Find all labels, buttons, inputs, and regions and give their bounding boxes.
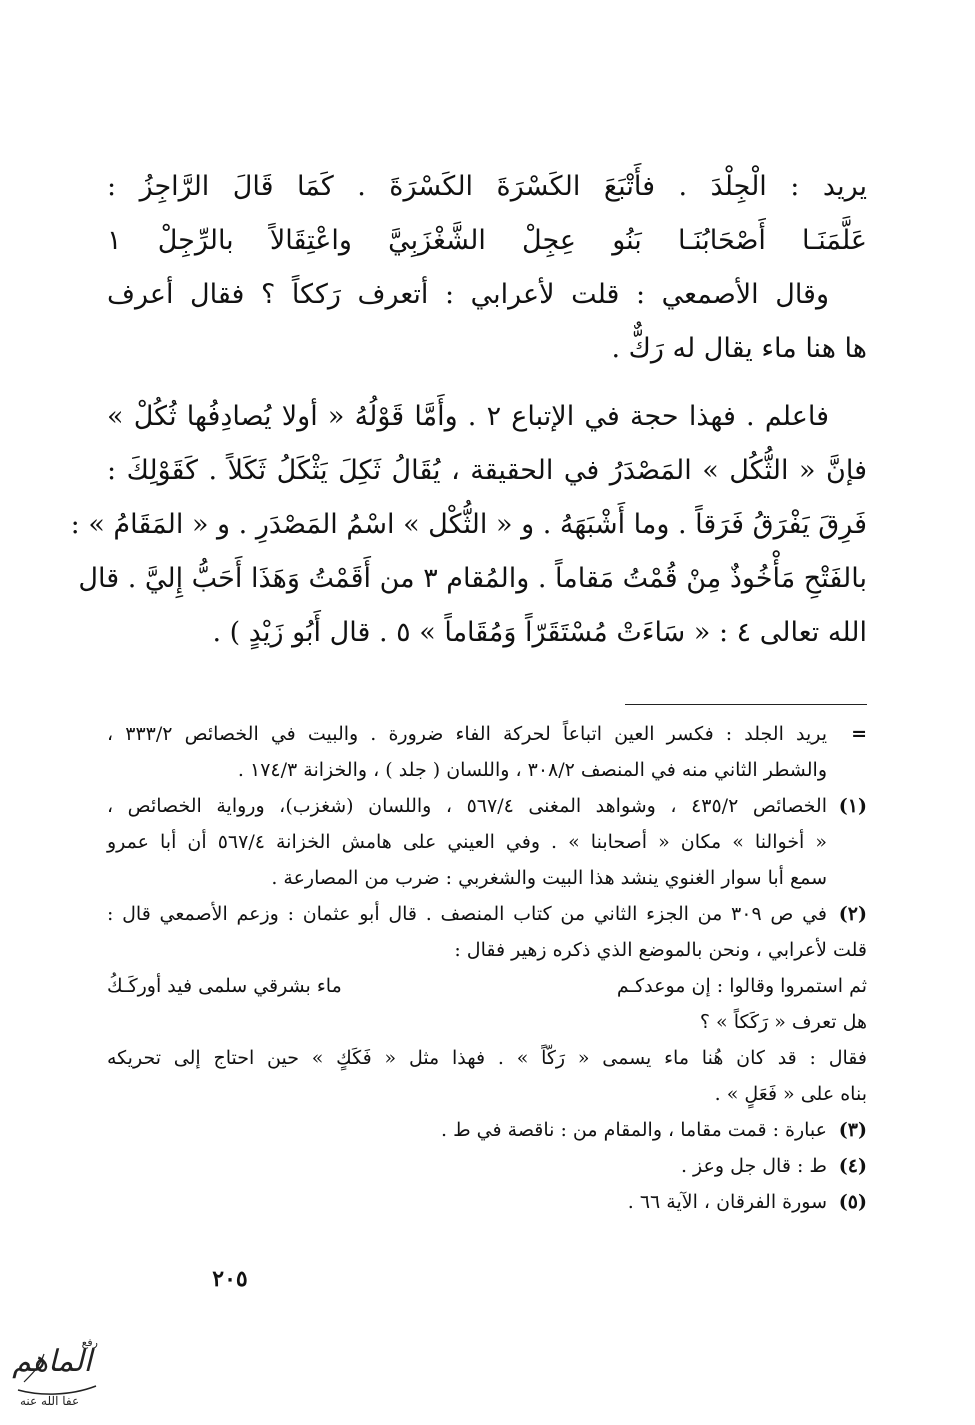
- footnote-4-text: ط : قال جل وعز .: [680, 1155, 827, 1177]
- footnote-5: [107, 1184, 867, 1220]
- footnote-2-verse-first-half: ثم استمروا وقالوا : إن موعدكـم: [616, 975, 867, 997]
- footnote-separator: [625, 704, 867, 705]
- footnote-2-line-5: فقال : قد كان هُنا ماء يسمى « رَكّاً » . فهذا مثل « فَكَكٍ » حين احتاج إلى تحريكه: [107, 1047, 867, 1069]
- stamp-main-word: الماهم: [12, 1344, 92, 1379]
- footnote-2: [107, 896, 867, 932]
- uploader-stamp: [10, 1336, 100, 1416]
- footnote-1-line-2: « أخوالنا » مكان « أصحابنا » . وفي العيني على هامش الخزانة ٥٦٧/٤ أن أبا عمرو: [107, 831, 828, 853]
- footnote-1: [107, 788, 867, 824]
- page-number: ٢٠٥: [212, 1266, 248, 1292]
- main-line-8: بالفَتْحِ مَأْخُوذٌ مِنْ قُمْتُ مَقاماً . والمُقام ٣ من أَقَمْتُ وَهَذَا أَحَبُّ إِليَّ . قال: [78, 563, 867, 594]
- footnote-3-text: عبارة : قمت مقاما ، والمقام من : ناقصة في ط .: [440, 1119, 827, 1141]
- stamp-small-word: رفع: [81, 1336, 98, 1349]
- footnote-1-line-3: سمع أبا سوار الغنوي ينشد هذا البيت والشغربي : ضرب من المصارعة .: [271, 867, 827, 889]
- footnote-2-line-4: هل تعرف « رَكَكاً » ؟: [699, 1011, 867, 1033]
- footnote-continuation: [107, 716, 867, 752]
- verse-line: عَلَّمَنَـا أَصْحَابُنَـا بَنُو عِجِلْ الشَّغْزَبِيَّ واعْتِقَالاً بالرِّجِلْ ١: [107, 225, 867, 256]
- footnote-2-line-2: قلت لأعرابي ، ونحن بالموضع الذي ذكره زهير فقال :: [454, 939, 867, 961]
- main-line-7: فَرِقَ يَفْرَقُ فَرَقاً . وما أَشْبَهَهُ . و « الثُّكْل » اسْمُ المَصْدَرِ . و « المَقَامُ » :: [70, 509, 867, 540]
- footnote-2-line-6: بناه على « فَعَلٍ » .: [714, 1083, 867, 1105]
- footnote-continuation-line-1: يريد الجلد : فكسر العين اتباعاً لحركة الفاء ضرورة . والبيت في الخصائص ٣٣٣/٢ ،: [107, 723, 828, 745]
- main-line-9: الله تعالى ٤ : « سَاءَتْ مُسْتَقَرّاً وَمُقَاماً » ٥ . قال أَبُو زَيْدٍ ) .: [212, 617, 867, 648]
- main-line-1: يريد : الْجِلْدَ . فأَتْبَعَ الكَسْرَةَ الكَسْرَةَ . كَمَا قَالَ الرَّاجِزُ :: [107, 171, 867, 202]
- footnotes-block: [107, 716, 867, 1220]
- footnote-3: [107, 1112, 867, 1148]
- footnote-3-label: (٣): [838, 1119, 867, 1141]
- footnote-marker-equals: =: [851, 723, 867, 745]
- main-line-4: ها هنا ماء يقال له رَكٌّ .: [611, 333, 867, 364]
- paragraph-gap: [107, 376, 867, 390]
- footnote-1-line-1: الخصائص ٤٣٥/٢ ، وشواهد المغنى ٥٦٧/٤ ، واللسان (شغزب)، ورواية الخصائص ،: [107, 795, 827, 817]
- footnote-continuation-line-2: والشطر الثاني منه في المنصف ٣٠٨/٢ ، واللسان ( جلد ) ، والخزانة ١٧٤/٣ .: [237, 759, 827, 781]
- stamp-caption: عفا الله عنه: [20, 1394, 80, 1408]
- footnote-5-label: (٥): [838, 1191, 867, 1213]
- footnote-2-line-1: في ص ٣٠٩ من الجزء الثاني من كتاب المنصف . قال أبو عثمان : وزعم الأصمعي قال :: [107, 903, 828, 925]
- main-text-block: [70, 160, 867, 660]
- footnote-2-verse-second-half: ماء بشرقي سلمى فيد أوركَـكُ: [107, 975, 342, 997]
- footnote-1-label: (١): [838, 795, 867, 817]
- main-line-3: وقال الأصمعي : قلت لأعرابي : أتعرف رَككاً ؟ فقال أعرف: [107, 279, 829, 310]
- footnote-2-verse: [107, 968, 867, 1004]
- footnote-2-label: (٢): [838, 903, 867, 925]
- main-line-5: فاعلم . فهذا حجة في الإتباع ٢ . وأَمَّا قَوْلُهُ « أولا يُصادِفُها ثُكُلْ »: [107, 401, 829, 432]
- footnote-4-label: (٤): [838, 1155, 867, 1177]
- footnote-4: [107, 1148, 867, 1184]
- footnote-5-text: سورة الفرقان ، الآية ٦٦ .: [627, 1191, 827, 1213]
- main-line-6: فإنَّ « الثُّكُل » المَصْدَرُ في الحقيقة ، يُقَالُ ثَكِلَ يَثْكَلُ ثَكَلاً . كَقَوْلِكَ :: [107, 455, 867, 486]
